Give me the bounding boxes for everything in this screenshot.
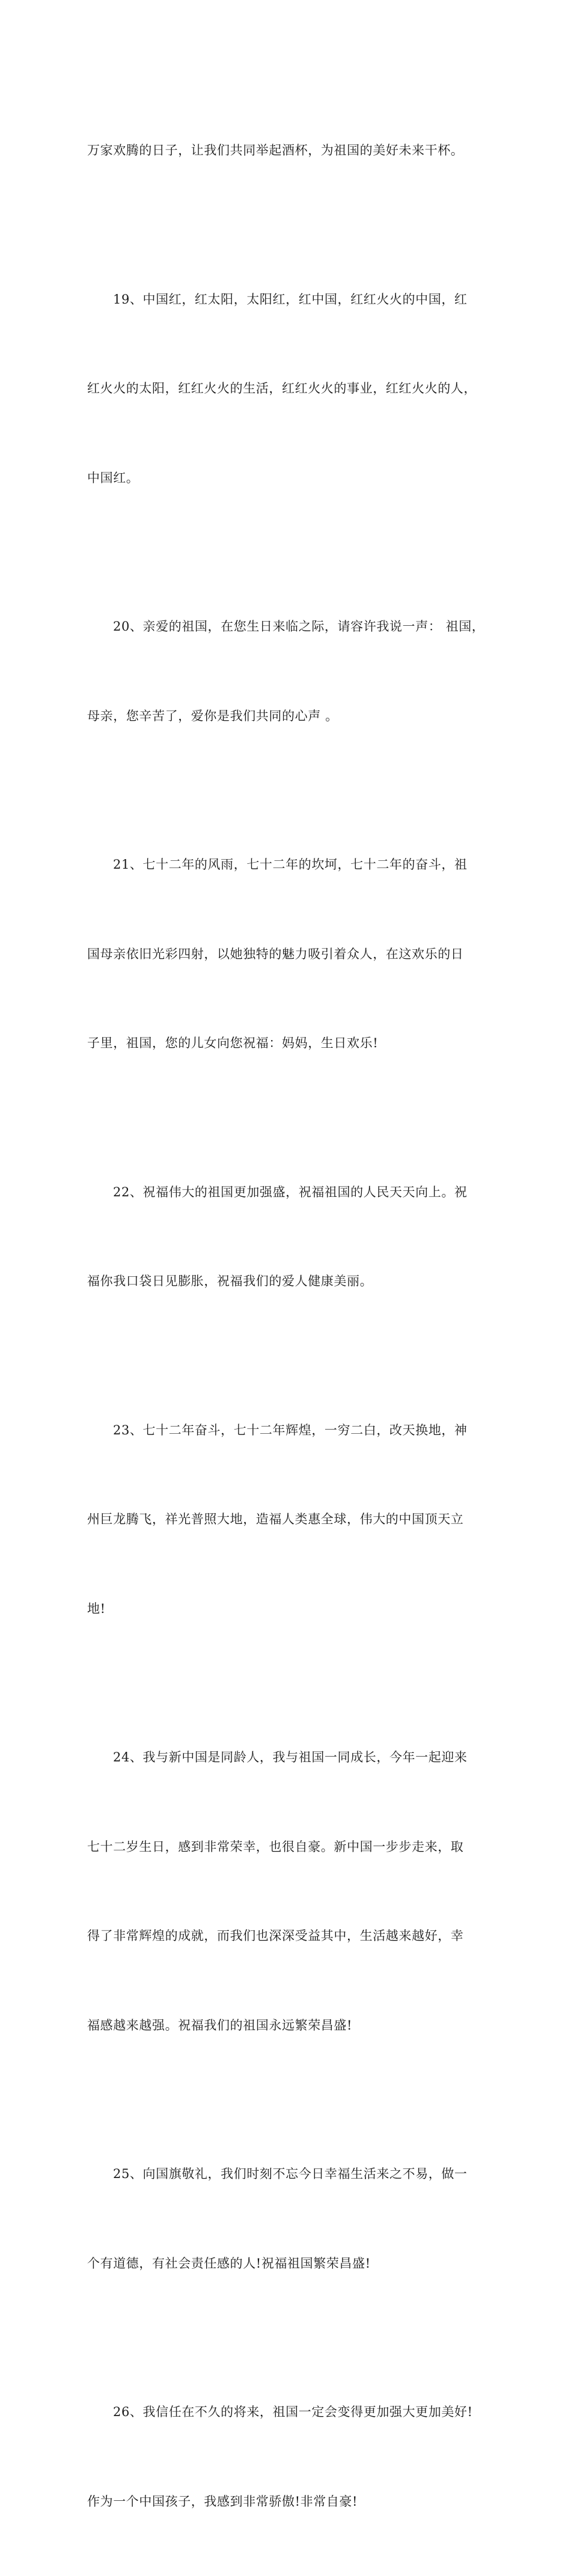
text-line: 福你我口袋日见膨胀，祝福我们的爱人健康美丽。 [87,1274,373,1288]
paragraph-20 [87,552,496,791]
text-line: 个有道德，有社会责任感的人!祝福祖国繁荣昌盛! [87,2256,371,2271]
text-line: 地! [87,1601,106,1616]
paragraph-25 [87,2100,496,2338]
text-line: 福感越来越强。祝福我们的祖国永远繁荣昌盛! [87,2018,353,2033]
text-line: 21、七十二年的风雨，七十二年的坎坷，七十二年的奋斗，祖 [113,857,468,872]
text-line: 中国红。 [87,470,139,485]
text-line: 国母亲依旧光彩四射，以她独特的魅力吸引着众人，在这欢乐的日 [87,946,464,961]
text-line: 万家欢腾的日子，让我们共同举起酒杯，为祖国的美好未来干杯。 [87,143,464,158]
text-line: 20、亲爱的祖国，在您生日来临之际，请容许我说一声： 祖国， [113,619,485,634]
paragraph-22 [87,1118,496,1356]
text-line: 19、中国红，红太阳，太阳红，红中国，红红火火的中国，红 [113,292,468,307]
text-line: 七十二岁生日，感到非常荣幸，也很自豪。新中国一步步走来，取 [87,1839,464,1854]
text-line: 23、七十二年奋斗，七十二年辉煌，一穷二白，改天换地，神 [113,1422,468,1437]
text-line: 得了非常辉煌的成就，而我们也深深受益其中，生活越来越好，幸 [87,1929,464,1943]
text-line: 州巨龙腾飞，祥光普照大地，造福人类惠全球，伟大的中国顶天立 [87,1512,464,1526]
text-line: 母亲，您辛苦了，爱你是我们共同的心声 。 [87,708,338,723]
text-line: 作为一个中国孩子，我感到非常骄傲!非常自豪! [87,2494,358,2509]
text-line: 红火火的太阳，红红火火的生活，红红火火的事业，红红火火的人， [87,381,477,396]
text-line: 24、我与新中国是同龄人，我与祖国一同成长，今年一起迎来 [113,1750,468,1764]
text-line: 22、祝福伟大的祖国更加强盛，祝福祖国的人民天天向上。祝 [113,1184,468,1199]
paragraph-19 [87,225,496,553]
text-line: 26、我信任在不久的将来，祖国一定会变得更加强大更加美好! [113,2405,473,2419]
paragraph-21 [87,791,496,1118]
document-body [87,76,496,2576]
text-line: 子里，祖国，您的儿女向您祝福：妈妈，生日欢乐! [87,1036,379,1050]
paragraph-23 [87,1356,496,1684]
paragraph-continuation [87,76,496,225]
text-line: 25、向国旗敬礼，我们时刻不忘今日幸福生活来之不易，做一 [113,2167,468,2181]
paragraph-24 [87,1683,496,2100]
paragraph-26 [87,2338,496,2576]
